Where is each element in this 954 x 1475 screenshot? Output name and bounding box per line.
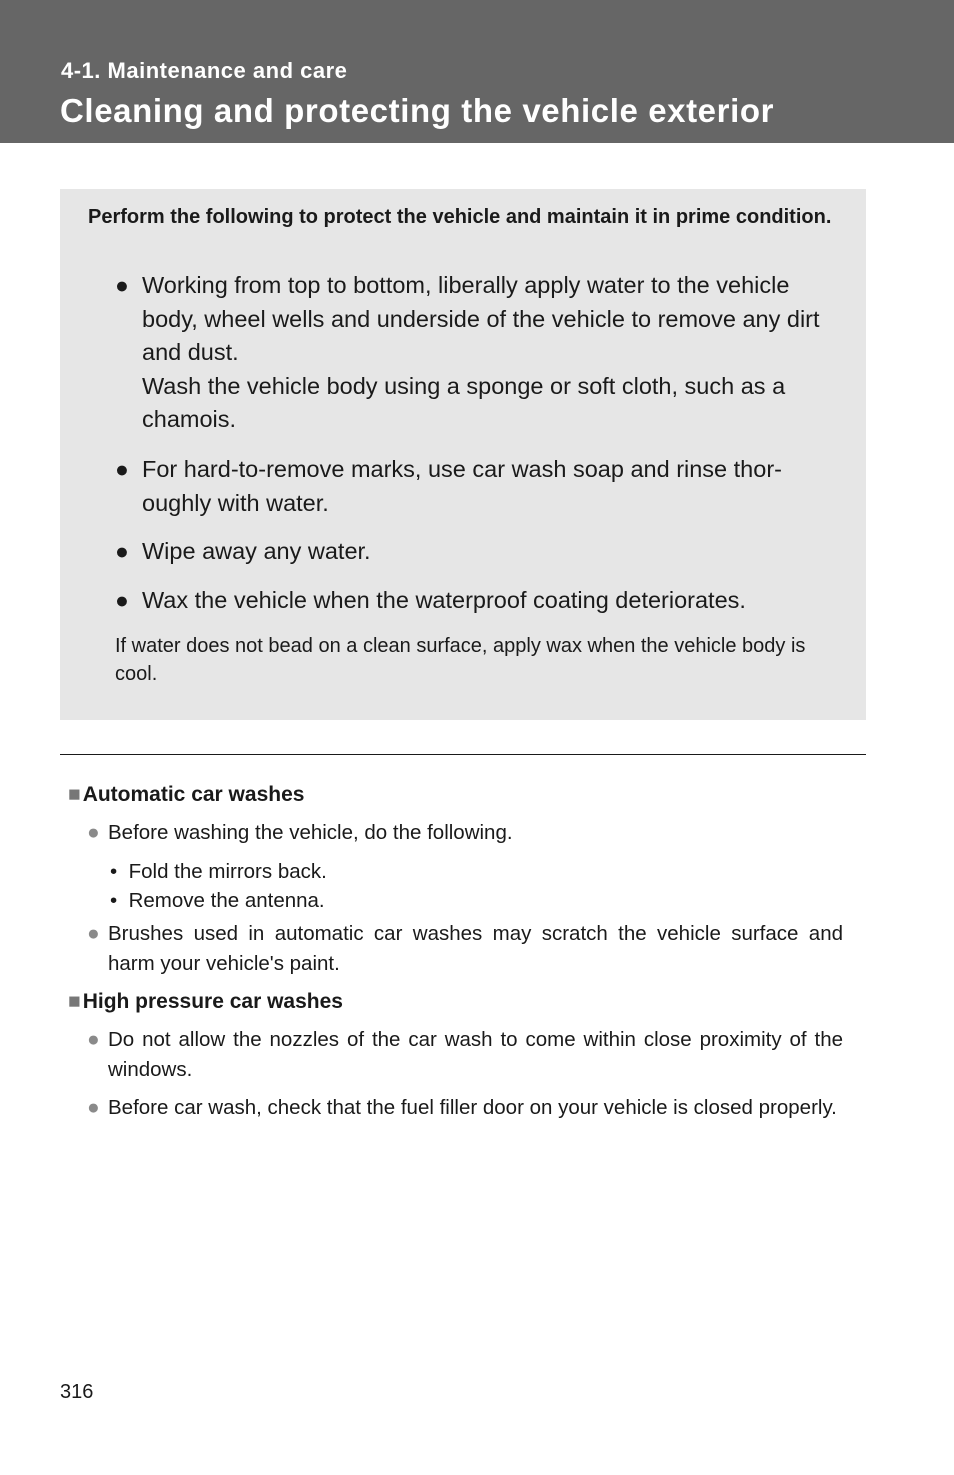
section-title: High pressure car washes bbox=[82, 990, 343, 1013]
list-item-text: Before car wash, check that the fuel filler door on your vehicle is closed properly. bbox=[108, 1096, 837, 1119]
list-item-text: Do not allow the nozzles of the car wash to come within close proximity of the windows. bbox=[108, 1028, 843, 1081]
intro-item bbox=[115, 269, 835, 437]
bullet-icon: ● bbox=[87, 1096, 100, 1119]
divider bbox=[60, 754, 866, 755]
bullet-icon: ● bbox=[87, 821, 100, 844]
bullet-icon: ● bbox=[87, 1028, 100, 1051]
bullet-icon: ● bbox=[115, 272, 129, 298]
intro-item-text: For hard-to-remove marks, use car wash soap and rinse thor-oughly with water. bbox=[142, 456, 782, 516]
bullet-icon: ● bbox=[115, 538, 129, 564]
section-heading-high-pressure bbox=[68, 987, 343, 1016]
intro-box bbox=[60, 189, 866, 720]
page-number: 316 bbox=[60, 1381, 94, 1403]
bullet-icon: ● bbox=[115, 456, 129, 482]
list-item-text: Before washing the vehicle, do the following. bbox=[108, 821, 513, 844]
list-item bbox=[87, 1025, 843, 1084]
sub-list-item bbox=[110, 857, 327, 886]
sub-list-item-text: Remove the antenna. bbox=[128, 889, 325, 912]
intro-item bbox=[115, 584, 835, 618]
square-marker-icon: ■ bbox=[68, 783, 81, 806]
sub-list-item bbox=[110, 886, 325, 915]
intro-note: If water does not bead on a clean surface, apply wax when the vehicle body is cool. bbox=[115, 635, 806, 685]
intro-item-text: Working from top to bottom, liberally apply water to the vehicle body, wheel wells and underside of the vehicle to remove any dirt and dust. bbox=[142, 272, 820, 365]
list-item bbox=[87, 919, 843, 978]
intro-item bbox=[115, 453, 835, 520]
page-header bbox=[0, 0, 954, 143]
bullet-icon: ● bbox=[87, 922, 100, 945]
sub-list-item-text: Fold the mirrors back. bbox=[128, 860, 327, 883]
square-marker-icon: ■ bbox=[68, 990, 81, 1013]
dot-icon: • bbox=[110, 860, 118, 883]
intro-heading: Perform the following to protect the vehicle and maintain it in prime condition. bbox=[88, 206, 832, 228]
intro-item bbox=[115, 535, 835, 569]
section-label: 4-1. Maintenance and care bbox=[61, 58, 348, 83]
bullet-icon: ● bbox=[115, 587, 129, 613]
intro-item-text: Wax the vehicle when the waterproof coating deteriorates. bbox=[142, 587, 746, 613]
section-heading-automatic bbox=[68, 780, 304, 809]
intro-item-text: Wipe away any water. bbox=[142, 538, 371, 564]
list-item bbox=[87, 1093, 843, 1123]
list-item bbox=[87, 818, 843, 848]
intro-item-extra: Wash the vehicle body using a sponge or soft cloth, such as a chamois. bbox=[142, 372, 786, 432]
page-title: Cleaning and protecting the vehicle exterior bbox=[60, 92, 775, 129]
section-title: Automatic car washes bbox=[82, 783, 305, 806]
list-item-text: Brushes used in automatic car washes may scratch the vehicle surface and harm your vehicle's paint. bbox=[108, 922, 843, 975]
dot-icon: • bbox=[110, 889, 118, 912]
